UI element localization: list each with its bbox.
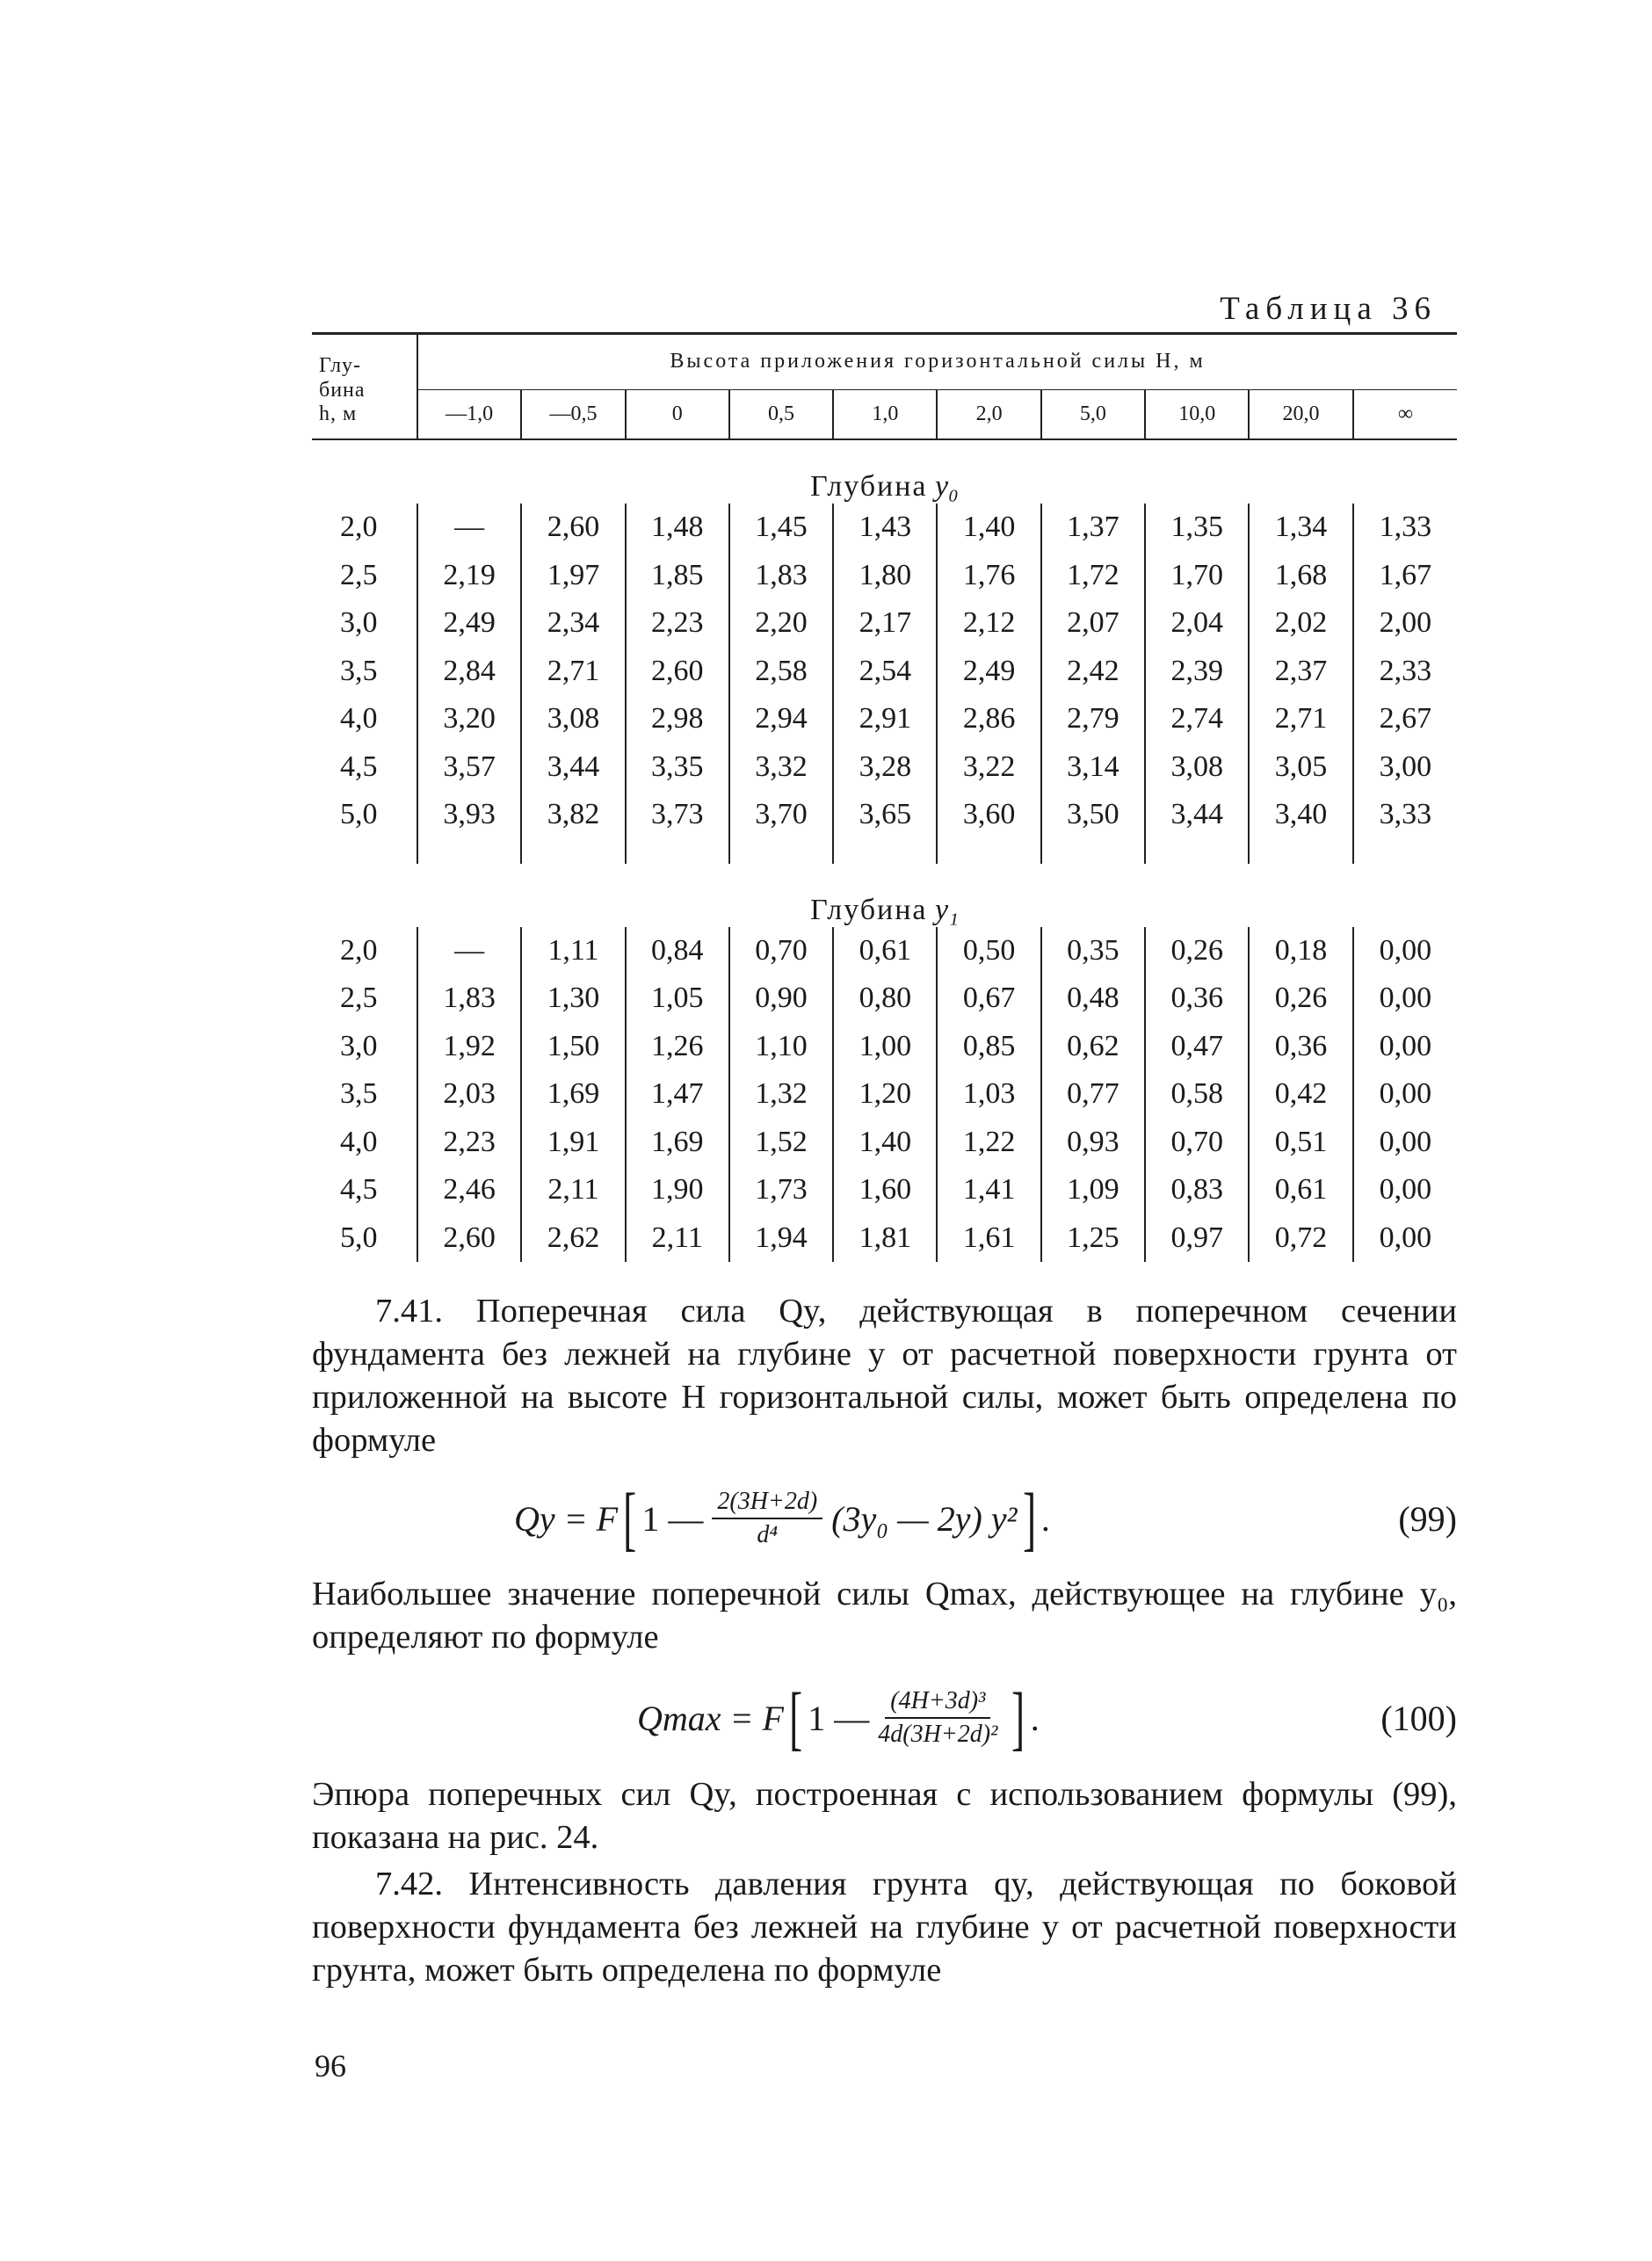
value-cell: 3,57 <box>417 743 521 792</box>
column-header: 0 <box>626 390 729 440</box>
table-row <box>312 695 1457 743</box>
value-cell: 2,49 <box>417 599 521 648</box>
value-cell: 0,51 <box>1249 1119 1352 1167</box>
value-cell: 2,23 <box>417 1119 521 1167</box>
value-cell: 3,14 <box>1041 743 1145 792</box>
value-cell: 0,00 <box>1353 1119 1457 1167</box>
value-cell: 1,48 <box>626 504 729 552</box>
value-cell: 1,40 <box>833 1119 937 1167</box>
column-header: ∞ <box>1353 390 1457 440</box>
value-cell: — <box>417 504 521 552</box>
value-cell: 1,50 <box>521 1023 625 1071</box>
table-caption: Таблица 36 <box>1220 291 1437 327</box>
column-header: 10,0 <box>1145 390 1249 440</box>
column-header-row <box>312 390 1457 440</box>
value-cell: 0,36 <box>1145 975 1249 1023</box>
value-cell: 0,26 <box>1145 927 1249 975</box>
data-table <box>312 332 1457 1262</box>
value-cell: 3,93 <box>417 791 521 839</box>
value-cell: 0,83 <box>1145 1166 1249 1214</box>
value-cell: 3,28 <box>833 743 937 792</box>
value-cell: 2,84 <box>417 648 521 696</box>
table-row <box>312 1023 1457 1071</box>
value-cell: 2,33 <box>1353 648 1457 696</box>
value-cell: 0,47 <box>1145 1023 1249 1071</box>
value-cell: 0,72 <box>1249 1214 1352 1263</box>
value-cell: 1,11 <box>521 927 625 975</box>
value-cell: 2,37 <box>1249 648 1352 696</box>
value-cell: 1,97 <box>521 552 625 600</box>
value-cell: 3,60 <box>937 791 1040 839</box>
value-cell: 0,00 <box>1353 975 1457 1023</box>
value-cell: 1,41 <box>937 1166 1040 1214</box>
depth-cell: 4,0 <box>340 702 378 736</box>
table-row <box>312 1166 1457 1214</box>
value-cell: 2,86 <box>937 695 1040 743</box>
value-cell: 0,61 <box>1249 1166 1352 1214</box>
value-cell: 3,44 <box>1145 791 1249 839</box>
value-cell: 1,34 <box>1249 504 1352 552</box>
depth-cell: 2,0 <box>340 933 378 967</box>
depth-cell: 3,0 <box>340 1029 378 1062</box>
value-cell: 2,60 <box>626 648 729 696</box>
value-cell: 1,94 <box>729 1214 833 1263</box>
value-cell: 1,22 <box>937 1119 1040 1167</box>
depth-cell: 3,5 <box>340 1077 378 1111</box>
value-cell: 2,67 <box>1353 695 1457 743</box>
depth-cell: 3,0 <box>340 606 378 640</box>
left-bracket: [ <box>623 1478 637 1558</box>
value-cell: 2,07 <box>1041 599 1145 648</box>
value-cell: 1,40 <box>937 504 1040 552</box>
value-cell: 0,84 <box>626 927 729 975</box>
value-cell: 2,46 <box>417 1166 521 1214</box>
value-cell: 2,62 <box>521 1214 625 1263</box>
value-cell: 3,08 <box>1145 743 1249 792</box>
value-cell: 2,34 <box>521 599 625 648</box>
value-cell: — <box>417 927 521 975</box>
value-cell: 0,26 <box>1249 975 1352 1023</box>
value-cell: 0,80 <box>833 975 937 1023</box>
depth-cell: 5,0 <box>340 798 378 831</box>
value-cell: 2,60 <box>521 504 625 552</box>
table-row <box>312 927 1457 975</box>
value-cell: 1,35 <box>1145 504 1249 552</box>
depth-cell: 4,5 <box>340 1173 378 1207</box>
value-cell: 1,20 <box>833 1070 937 1119</box>
value-cell: 0,48 <box>1041 975 1145 1023</box>
page-number: 96 <box>315 2048 346 2083</box>
value-cell: 0,00 <box>1353 1023 1457 1071</box>
value-cell: 2,91 <box>833 695 937 743</box>
value-cell: 3,40 <box>1249 791 1352 839</box>
value-cell: 2,02 <box>1249 599 1352 648</box>
depth-column-header: Глу- бина h, м <box>312 334 417 440</box>
column-header: 2,0 <box>937 390 1040 440</box>
equation-number-99: (99) <box>1398 1498 1457 1539</box>
value-cell: 1,05 <box>626 975 729 1023</box>
value-cell: 1,72 <box>1041 552 1145 600</box>
table-row <box>312 1214 1457 1263</box>
value-cell: 3,35 <box>626 743 729 792</box>
value-cell: 0,70 <box>729 927 833 975</box>
value-cell: 1,69 <box>521 1070 625 1119</box>
column-header: 1,0 <box>833 390 937 440</box>
value-cell: 3,82 <box>521 791 625 839</box>
value-cell: 3,33 <box>1353 791 1457 839</box>
value-cell: 0,00 <box>1353 1070 1457 1119</box>
value-cell: 2,71 <box>1249 695 1352 743</box>
value-cell: 2,20 <box>729 599 833 648</box>
value-cell: 0,35 <box>1041 927 1145 975</box>
value-cell: 2,60 <box>417 1214 521 1263</box>
value-cell: 2,11 <box>521 1166 625 1214</box>
value-cell: 1,09 <box>1041 1166 1145 1214</box>
column-header: 20,0 <box>1249 390 1352 440</box>
paragraph-7-42: 7.42. Интенсивность давления грунта qy, действующая по боковой поверхности фундамента без лежней на глубине y от расчетной поверхности грунта, может быть определена по формуле <box>312 1866 1457 1989</box>
formula-99: Qy = F [ 1 — $\frac{2(3H+2d)}{\text{d⁴}}$ (3y₀ — 2y) y² ] . (99) <box>514 1478 1457 1558</box>
right-bracket: ] <box>1011 1678 1025 1757</box>
value-cell: 0,62 <box>1041 1023 1145 1071</box>
value-cell: 1,30 <box>521 975 625 1023</box>
value-cell: 0,97 <box>1145 1214 1249 1263</box>
value-cell: 0,36 <box>1249 1023 1352 1071</box>
value-cell: 2,79 <box>1041 695 1145 743</box>
column-header: —1,0 <box>417 390 521 440</box>
value-cell: 2,03 <box>417 1070 521 1119</box>
value-cell: 3,50 <box>1041 791 1145 839</box>
value-cell: 0,42 <box>1249 1070 1352 1119</box>
value-cell: 2,98 <box>626 695 729 743</box>
fraction-99: $\frac{2(3H+2d)}{\text{d⁴}}$ <box>712 1488 822 1549</box>
table-row <box>312 1070 1457 1119</box>
fraction-100: $\frac{\text{(4H+3d)³}}{\text{4d(3H+2d)²}}$ <box>878 1687 998 1748</box>
value-cell: 2,74 <box>1145 695 1249 743</box>
value-cell: 3,00 <box>1353 743 1457 792</box>
value-cell: 0,58 <box>1145 1070 1249 1119</box>
table-body <box>312 439 1457 1262</box>
depth-cell: 5,0 <box>340 1221 378 1254</box>
value-cell: 1,10 <box>729 1023 833 1071</box>
section-header-row <box>312 864 1457 927</box>
value-cell: 3,08 <box>521 695 625 743</box>
value-cell: 1,85 <box>626 552 729 600</box>
value-cell: 3,44 <box>521 743 625 792</box>
value-cell: 0,61 <box>833 927 937 975</box>
value-cell: 1,91 <box>521 1119 625 1167</box>
value-cell: 1,92 <box>417 1023 521 1071</box>
equation-number-100: (100) <box>1380 1698 1457 1738</box>
value-cell: 3,20 <box>417 695 521 743</box>
value-cell: 1,60 <box>833 1166 937 1214</box>
value-cell: 1,80 <box>833 552 937 600</box>
paragraph-qmax: Наибольшее значение поперечной силы Qmax, действующее на глубине y₀, определяют по формуле <box>312 1576 1457 1656</box>
left-bracket: [ <box>789 1678 803 1757</box>
value-cell: 0,70 <box>1145 1119 1249 1167</box>
value-cell: 1,90 <box>626 1166 729 1214</box>
value-cell: 0,90 <box>729 975 833 1023</box>
group-column-header: Высота приложения горизонтальной силы H, м <box>417 334 1457 390</box>
table-row <box>312 648 1457 696</box>
value-cell: 1,33 <box>1353 504 1457 552</box>
value-cell: 1,67 <box>1353 552 1457 600</box>
value-cell: 2,42 <box>1041 648 1145 696</box>
value-cell: 1,73 <box>729 1166 833 1214</box>
value-cell: 3,05 <box>1249 743 1352 792</box>
value-cell: 3,22 <box>937 743 1040 792</box>
formula-100: Qmax = F [ 1 — $\frac{\text{(4H+3d)³}}{\text{4d(3H+2d)²}}$ ] . (100) <box>637 1678 1457 1757</box>
depth-cell: 2,5 <box>340 982 378 1015</box>
value-cell: 2,58 <box>729 648 833 696</box>
depth-cell: 4,5 <box>340 750 378 783</box>
value-cell: 1,00 <box>833 1023 937 1071</box>
value-cell: 1,25 <box>1041 1214 1145 1263</box>
column-header: 5,0 <box>1041 390 1145 440</box>
value-cell: 1,26 <box>626 1023 729 1071</box>
value-cell: 0,85 <box>937 1023 1040 1071</box>
section-title: Глубина y₁ <box>810 893 959 926</box>
right-bracket: ] <box>1022 1478 1036 1558</box>
value-cell: 1,47 <box>626 1070 729 1119</box>
value-cell: 1,45 <box>729 504 833 552</box>
value-cell: 1,69 <box>626 1119 729 1167</box>
value-cell: 2,39 <box>1145 648 1249 696</box>
table-row <box>312 599 1457 648</box>
value-cell: 3,32 <box>729 743 833 792</box>
value-cell: 0,18 <box>1249 927 1352 975</box>
value-cell: 1,37 <box>1041 504 1145 552</box>
depth-cell: 2,0 <box>340 511 378 544</box>
value-cell: 1,03 <box>937 1070 1040 1119</box>
value-cell: 2,17 <box>833 599 937 648</box>
value-cell: 0,50 <box>937 927 1040 975</box>
paragraph-epure: Эпюра поперечных сил Qy, построенная с использованием формулы (99), показана на рис. 24. <box>312 1776 1457 1856</box>
value-cell: 2,12 <box>937 599 1040 648</box>
value-cell: 1,43 <box>833 504 937 552</box>
value-cell: 2,54 <box>833 648 937 696</box>
value-cell: 3,70 <box>729 791 833 839</box>
section-header-row <box>312 439 1457 504</box>
value-cell: 1,81 <box>833 1214 937 1263</box>
value-cell: 1,52 <box>729 1119 833 1167</box>
value-cell: 2,19 <box>417 552 521 600</box>
value-cell: 0,67 <box>937 975 1040 1023</box>
value-cell: 1,61 <box>937 1214 1040 1263</box>
value-cell: 2,94 <box>729 695 833 743</box>
table-row <box>312 504 1457 552</box>
table-row <box>312 791 1457 839</box>
value-cell: 1,76 <box>937 552 1040 600</box>
value-cell: 0,77 <box>1041 1070 1145 1119</box>
paragraph-7-41: 7.41. Поперечная сила Qy, действующая в поперечном сечении фундамента без лежней на глубине y от расчетной поверхности грунта от приложенной на высоте H горизонтальной силы, может быть определена по формуле <box>312 1293 1457 1459</box>
section-gap <box>312 839 1457 864</box>
value-cell: 1,68 <box>1249 552 1352 600</box>
value-cell: 1,83 <box>417 975 521 1023</box>
value-cell: 1,32 <box>729 1070 833 1119</box>
value-cell: 2,00 <box>1353 599 1457 648</box>
value-cell: 3,65 <box>833 791 937 839</box>
value-cell: 0,93 <box>1041 1119 1145 1167</box>
table-row <box>312 552 1457 600</box>
value-cell: 0,00 <box>1353 927 1457 975</box>
value-cell: 1,83 <box>729 552 833 600</box>
value-cell: 2,71 <box>521 648 625 696</box>
value-cell: 2,11 <box>626 1214 729 1263</box>
value-cell: 2,49 <box>937 648 1040 696</box>
value-cell: 1,70 <box>1145 552 1249 600</box>
value-cell: 2,04 <box>1145 599 1249 648</box>
column-header: —0,5 <box>521 390 625 440</box>
depth-cell: 4,0 <box>340 1125 378 1158</box>
table-row <box>312 975 1457 1023</box>
section-title: Глубина y₀ <box>810 470 959 503</box>
depth-cell: 3,5 <box>340 654 378 687</box>
column-header: 0,5 <box>729 390 833 440</box>
value-cell: 2,23 <box>626 599 729 648</box>
table-row <box>312 743 1457 792</box>
value-cell: 0,00 <box>1353 1166 1457 1214</box>
depth-cell: 2,5 <box>340 558 378 591</box>
table-row <box>312 1119 1457 1167</box>
value-cell: 3,73 <box>626 791 729 839</box>
value-cell: 0,00 <box>1353 1214 1457 1263</box>
